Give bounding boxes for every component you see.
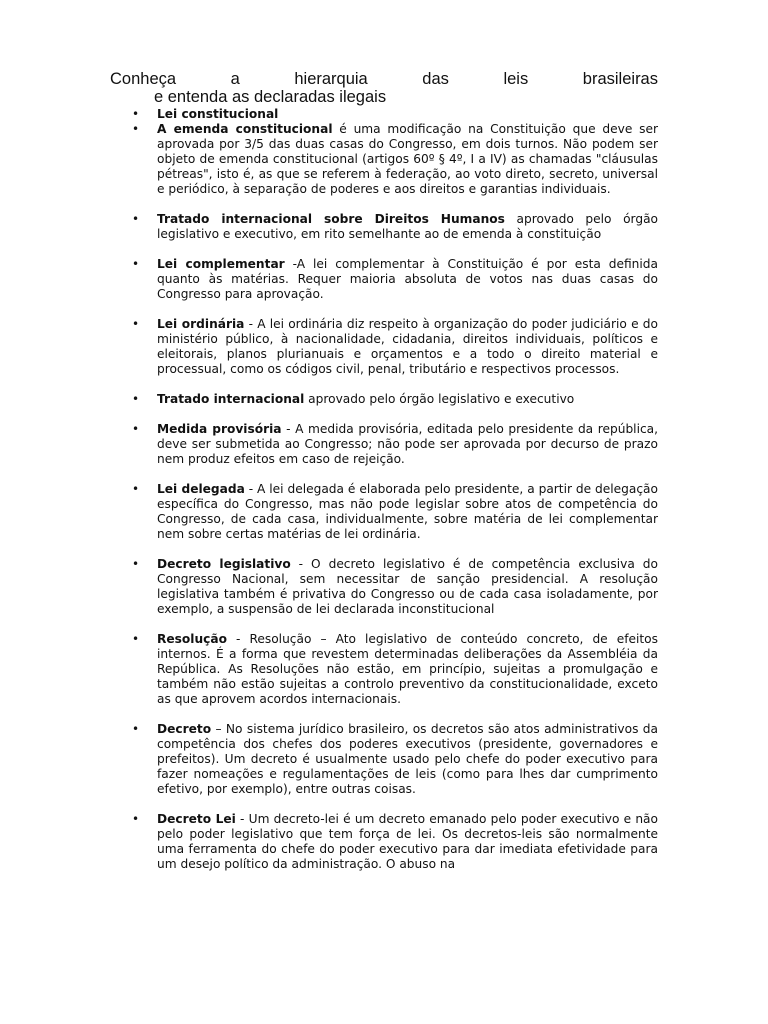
list-item	[0, 122, 658, 197]
list-item	[0, 257, 658, 302]
list-item	[0, 212, 658, 242]
item-text: – No sistema jurídico brasileiro, os decretos são atos administrativos da competência dos chefes dos poderes executivos (presidente, governadores e prefeitos). Um decreto é usualmente usado pelo chefe do poder executivo para fazer nomeações e regulamentações de leis (como para lhes dar cumprimento efetivo, por exemplo), entre outras coisas.	[157, 722, 658, 796]
item-term: Medida provisória	[157, 422, 282, 436]
law-hierarchy-list	[0, 107, 768, 872]
bullet-icon: •	[132, 482, 140, 496]
list-item	[0, 557, 658, 617]
item-term: Lei ordinária	[157, 317, 245, 331]
bullet-icon: •	[132, 107, 140, 121]
bullet-icon: •	[132, 392, 140, 406]
title-line-1: Conheça a hierarquia das leis brasileiras	[110, 70, 658, 88]
item-text: - A lei ordinária diz respeito à organização do poder judiciário e do ministério público, à nacionalidade, cidadania, direitos individuais, políticos e eleitorais, planos plurianuais e orçamentos e a todo o direito material e processual, como os códigos civil, penal, tributário e respectivos processos.	[157, 317, 658, 376]
bullet-icon: •	[132, 212, 140, 226]
page-title	[110, 70, 658, 106]
item-text: - A medida provisória, editada pelo presidente da república, deve ser submetida ao Congresso; não pode ser aprovada por decurso de prazo nem produz efeitos em caso de rejeição.	[157, 422, 658, 466]
item-text: aprovado pelo órgão legislativo e executivo, em rito semelhante ao de emenda à constituição	[157, 212, 658, 241]
item-text: - A lei delegada é elaborada pelo presidente, a partir de delegação específica do Congresso, mas não pode legislar sobre atos de competência do Congresso, de cada casa, individualmente, sobre matéria de lei complementar nem sobre certas matérias de lei ordinária.	[157, 482, 658, 541]
bullet-icon: •	[132, 317, 140, 331]
item-term: A emenda constitucional	[157, 122, 333, 136]
item-term: Resolução	[157, 632, 227, 646]
list-item	[0, 812, 658, 872]
item-term: Tratado internacional	[157, 392, 305, 406]
item-text: -A lei complementar à Constituição é por esta definida quanto às matérias. Requer maioria absoluta de votos nas duas casas do Congresso para aprovação.	[157, 257, 658, 301]
item-term: Lei constitucional	[157, 107, 279, 121]
item-text: é uma modificação na Constituição que deve ser aprovada por 3/5 das duas casas do Congresso, em dois turnos. Não podem ser objeto de emenda constitucional (artigos 60º § 4º, I a IV) as chamadas "cláusulas pétreas", isto é, as que se referem à federação, ao voto direto, secreto, universal e periódico, à separação de poderes e aos direitos e garantias individuais.	[157, 122, 658, 196]
item-text: - Resolução – Ato legislativo de conteúdo concreto, de efeitos internos. É a forma que revestem determinadas deliberações da Assembléia da República. As Resoluções não estão, em princípio, sujeitas a promulgação e também não estão sujeitas a controlo preventivo da constitucionalidade, exceto as que aprovem acordos internacionais.	[157, 632, 658, 706]
list-item	[0, 392, 658, 407]
bullet-icon: •	[132, 122, 140, 136]
bullet-icon: •	[132, 257, 140, 271]
item-text: aprovado pelo órgão legislativo e executivo	[304, 392, 575, 406]
title-line-2: e entenda as declaradas ilegais	[154, 88, 387, 106]
item-term: Decreto legislativo	[157, 557, 291, 571]
item-term: Lei complementar	[157, 257, 285, 271]
bullet-icon: •	[132, 812, 140, 826]
item-text: - O decreto legislativo é de competência exclusiva do Congresso Nacional, sem necessitar de sanção presidencial. A resolução legislativa também é privativa do Congresso ou de cada casa isoladamente, por exemplo, a suspensão de lei declarada inconstitucional	[157, 557, 658, 616]
bullet-icon: •	[132, 557, 140, 571]
bullet-icon: •	[132, 632, 140, 646]
bullet-icon: •	[132, 422, 140, 436]
list-item	[0, 317, 658, 377]
list-item	[0, 632, 658, 707]
item-term: Decreto Lei	[157, 812, 236, 826]
list-item	[0, 107, 658, 122]
bullet-icon: •	[132, 722, 140, 736]
item-term: Decreto	[157, 722, 212, 736]
item-term: Lei delegada	[157, 482, 245, 496]
list-item	[0, 422, 658, 467]
list-item	[0, 482, 658, 542]
list-item	[0, 722, 658, 797]
item-text: - Um decreto-lei é um decreto emanado pelo poder executivo e não pelo poder legislativo que tem força de lei. Os decretos-leis são normalmente uma ferramenta do chefe do poder executivo para dar imediata efetividade para um desejo político da administração. O abuso na	[157, 812, 658, 871]
item-term: Tratado internacional sobre Direitos Humanos	[157, 212, 505, 226]
